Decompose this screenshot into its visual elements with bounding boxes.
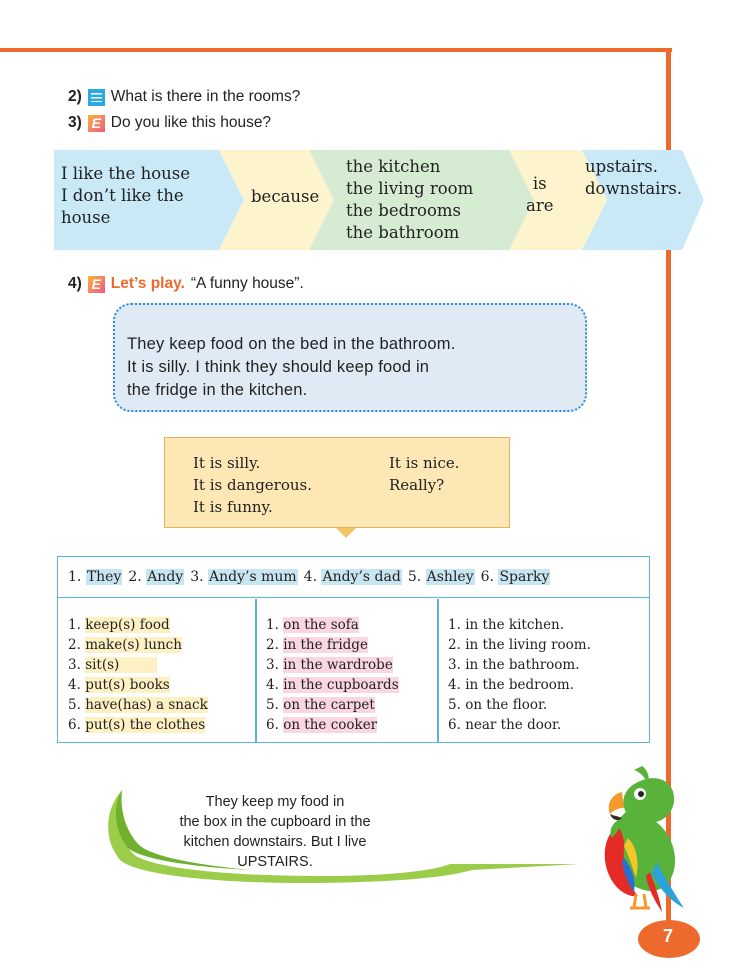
task-text: Do you like this house? (110, 114, 272, 131)
parrot-line: UPSTAIRS. (237, 854, 313, 870)
table-row: 4. put(s) books (68, 677, 170, 693)
phrase: Really? (389, 476, 445, 494)
place: in the fridge (283, 637, 368, 653)
room: near the door. (465, 717, 562, 733)
rooms-text (346, 156, 473, 244)
e-icon: E (88, 115, 105, 132)
opinion-line: I don’t like the (61, 186, 184, 205)
room-line: the kitchen (346, 157, 441, 176)
task-number: 4) (68, 275, 82, 292)
table-row: 4. in the bedroom. (448, 677, 574, 693)
table-row: 1. in the kitchen. (448, 617, 565, 633)
verbs-text (526, 173, 554, 217)
table-row: 5. have(has) a snack (68, 697, 208, 713)
table-subjects-row (58, 557, 649, 598)
place: on the carpet (283, 697, 375, 713)
subject: Ashley (426, 569, 474, 585)
place: on the sofa (283, 617, 359, 633)
task-2 (68, 88, 300, 106)
substitution-table (57, 556, 650, 743)
table-row: 3. in the wardrobe (266, 657, 393, 673)
bubble-line: They keep food on the bed in the bathroom. (127, 335, 456, 353)
place: in the cupboards (283, 677, 399, 693)
room: in the bathroom. (465, 657, 580, 673)
table-row: 5. on the floor. (448, 697, 548, 713)
list-icon (88, 89, 105, 106)
table-row: 1. keep(s) food (68, 617, 170, 633)
column-divider (255, 599, 257, 742)
page-number: 7 (662, 926, 673, 946)
phrase: It is funny. (193, 498, 273, 516)
task-label: Let’s play. (110, 275, 185, 292)
place: in the wardrobe (283, 657, 393, 673)
action: make(s) lunch (85, 637, 182, 653)
room: in the kitchen. (465, 617, 565, 633)
task-number: 3) (68, 114, 82, 131)
subject-number: 1. (68, 569, 82, 585)
column-divider (437, 599, 439, 742)
table-row: 5. on the carpet (266, 697, 375, 713)
verb-line: is (532, 174, 547, 193)
subject-number: 2. (128, 569, 142, 585)
subject: They (86, 569, 122, 585)
table-row: 3. sit(s) (68, 655, 254, 675)
table-row: 6. near the door. (448, 717, 562, 733)
table-row: 2. in the fridge (266, 637, 368, 653)
opinion-line: I like the house (61, 164, 191, 183)
top-border (0, 48, 672, 52)
task-4 (68, 275, 304, 293)
places-column (266, 599, 438, 742)
because-text: because (251, 187, 320, 206)
place-text (585, 156, 682, 200)
task-text: “A funny house”. (190, 275, 304, 292)
bubble-line: It is silly. I think they should keep food in (127, 358, 430, 376)
task-number: 2) (68, 88, 82, 105)
subject-number: 3. (190, 569, 204, 585)
parrot-line: kitchen downstairs. But I live (183, 834, 367, 850)
place-line: upstairs. (585, 157, 659, 176)
opinion-line: house (61, 208, 111, 227)
subject: Andy’s dad (322, 569, 401, 585)
verb-line: are (526, 196, 554, 215)
phrase-box-pointer (336, 528, 356, 538)
e-icon: E (88, 276, 105, 293)
subject: Andy (147, 569, 184, 585)
place-line: downstairs. (585, 179, 683, 198)
phrases-left (193, 452, 312, 518)
subject-number: 5. (407, 569, 422, 585)
room-line: the bathroom (346, 223, 460, 242)
actions-column (68, 599, 254, 742)
task-3 (68, 114, 271, 132)
phrase: It is dangerous. (193, 476, 312, 494)
subject-number: 4. (303, 569, 318, 585)
action: have(has) a snack (85, 697, 208, 713)
table-row: 4. in the cupboards (266, 677, 399, 693)
room-line: the bedrooms (346, 201, 462, 220)
rooms-column (448, 599, 644, 742)
room: in the living room. (465, 637, 591, 653)
table-row: 6. on the cooker (266, 717, 378, 733)
parrot-speech-text (140, 792, 410, 872)
phrase-box (164, 437, 510, 528)
opinion-text (61, 163, 190, 229)
subject-number: 6. (480, 569, 494, 585)
bubble-line: the fridge in the kitchen. (127, 381, 308, 399)
parrot-line: the box in the cupboard in the (179, 814, 371, 830)
subject: Andy’s mum (209, 569, 297, 585)
parrot-illustration (578, 762, 686, 912)
place: on the cooker (283, 717, 378, 733)
example-bubble (113, 303, 587, 412)
action: sit(s) (85, 657, 157, 673)
phrases-right (389, 452, 460, 496)
action: keep(s) food (85, 617, 170, 633)
room: on the floor. (465, 697, 548, 713)
parrot-line: They keep my food in (205, 794, 345, 810)
task-text: What is there in the rooms? (110, 88, 301, 105)
room: in the bedroom. (465, 677, 574, 693)
table-row: 3. in the bathroom. (448, 657, 580, 673)
table-row: 6. put(s) the clothes (68, 717, 206, 733)
table-row: 2. make(s) lunch (68, 637, 182, 653)
table-row: 2. in the living room. (448, 637, 591, 653)
action: put(s) the clothes (85, 717, 206, 733)
phrase: It is silly. (193, 454, 261, 472)
subject: Sparky (499, 569, 550, 585)
table-row: 1. on the sofa (266, 617, 359, 633)
room-line: the living room (346, 179, 474, 198)
phrase: It is nice. (389, 454, 460, 472)
action: put(s) books (85, 677, 170, 693)
